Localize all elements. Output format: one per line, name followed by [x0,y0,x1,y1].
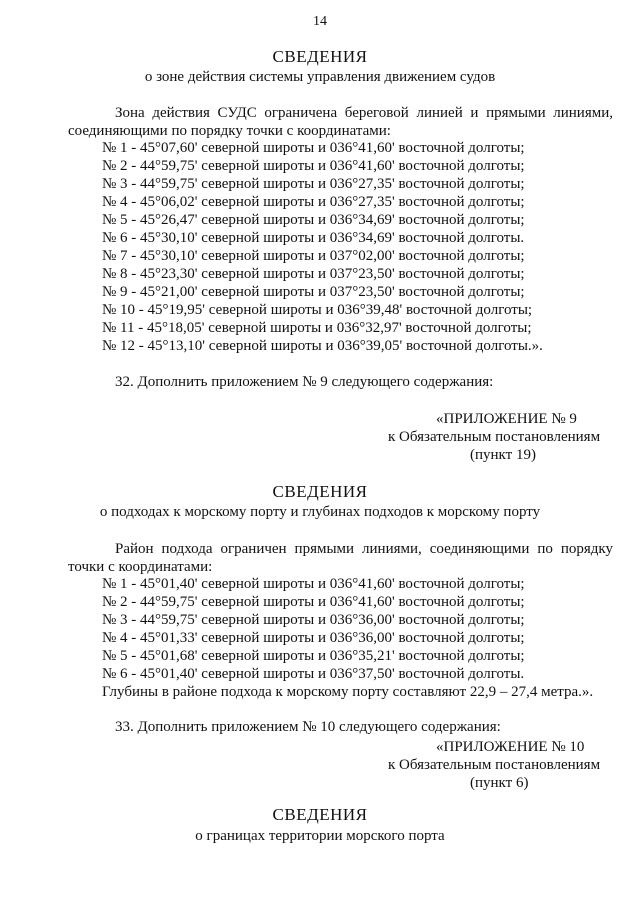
section3-title: СВЕДЕНИЯ [272,805,368,824]
coord-list-item: № 2 - 44°59,75' северной широты и 036°41,60' восточной долготы; [102,158,525,174]
coord-list-item: № 10 - 45°19,95' северной широты и 036°39,48' восточной долготы; [102,302,533,318]
item-32: 32. Дополнить приложением № 9 следующего содержания: [115,374,494,390]
coord-list-item: № 2 - 44°59,75' северной широты и 036°41,60' восточной долготы; [102,594,525,610]
coord-list-item: № 1 - 45°07,60' северной широты и 036°41,60' восточной долготы; [102,140,525,156]
appendix10-label: «ПРИЛОЖЕНИЕ № 10 [436,739,585,755]
coord-list-item: № 3 - 44°59,75' северной широты и 036°36,00' восточной долготы; [102,612,525,628]
coord-list-item: № 12 - 45°13,10' северной широты и 036°39,05' восточной долготы.». [102,338,543,354]
section3-subtitle: о границах территории морского порта [195,828,445,844]
coord-list-item: № 8 - 45°23,30' северной широты и 037°23,50' восточной долготы; [102,266,525,282]
item-33: 33. Дополнить приложением № 10 следующего содержания: [115,719,501,735]
page-number: 14 [313,14,327,29]
section1-subtitle: о зоне действия системы управления движением судов [144,69,496,85]
coord-list-item: № 9 - 45°21,00' северной широты и 037°23,50' восточной долготы; [102,284,525,300]
coord-list-item: № 4 - 45°06,02' северной широты и 036°27,35' восточной долготы; [102,194,525,210]
coord-list-item: № 6 - 45°30,10' северной широты и 036°34,69' восточной долготы. [102,230,525,246]
section2-intro-line2: точки с координатами: [68,559,213,575]
section1-intro-line1: Зона действия СУДС ограничена береговой линией и прямыми линиями, [115,105,613,121]
section1-title: СВЕДЕНИЯ [272,47,368,66]
coord-list-item: № 11 - 45°18,05' северной широты и 036°32,97' восточной долготы; [102,320,532,336]
section2-subtitle: о подходах к морскому порту и глубинах подходов к морскому порту [99,504,541,520]
appendix10-reference: к Обязательным постановлениям [388,757,601,773]
coord-list-item: № 3 - 44°59,75' северной широты и 036°27,35' восточной долготы; [102,176,525,192]
appendix9-clause: (пункт 19) [470,447,536,463]
section1-intro-line2: соединяющими по порядку точки с координатами: [68,123,391,139]
appendix9-reference: к Обязательным постановлениям [388,429,601,445]
section2-title: СВЕДЕНИЯ [272,482,368,501]
coord-list-item: № 6 - 45°01,40' северной широты и 036°37,50' восточной долготы. [102,666,525,682]
section2-intro-line1: Район подхода ограничен прямыми линиями, соединяющими по порядку [115,541,613,557]
appendix10-clause: (пункт 6) [470,775,529,791]
coord-list-item: № 7 - 45°30,10' северной широты и 037°02,00' восточной долготы; [102,248,525,264]
coord-list-item: № 5 - 45°26,47' северной широты и 036°34,69' восточной долготы; [102,212,525,228]
coord-list-item: № 1 - 45°01,40' северной широты и 036°41,60' восточной долготы; [102,576,525,592]
coord-list-item: № 4 - 45°01,33' северной широты и 036°36,00' восточной долготы; [102,630,525,646]
coord-list-item: № 5 - 45°01,68' северной широты и 036°35,21' восточной долготы; [102,648,525,664]
appendix9-label: «ПРИЛОЖЕНИЕ № 9 [436,411,577,427]
depth-statement: Глубины в районе подхода к морскому порту составляют 22,9 – 27,4 метра.». [102,684,594,700]
